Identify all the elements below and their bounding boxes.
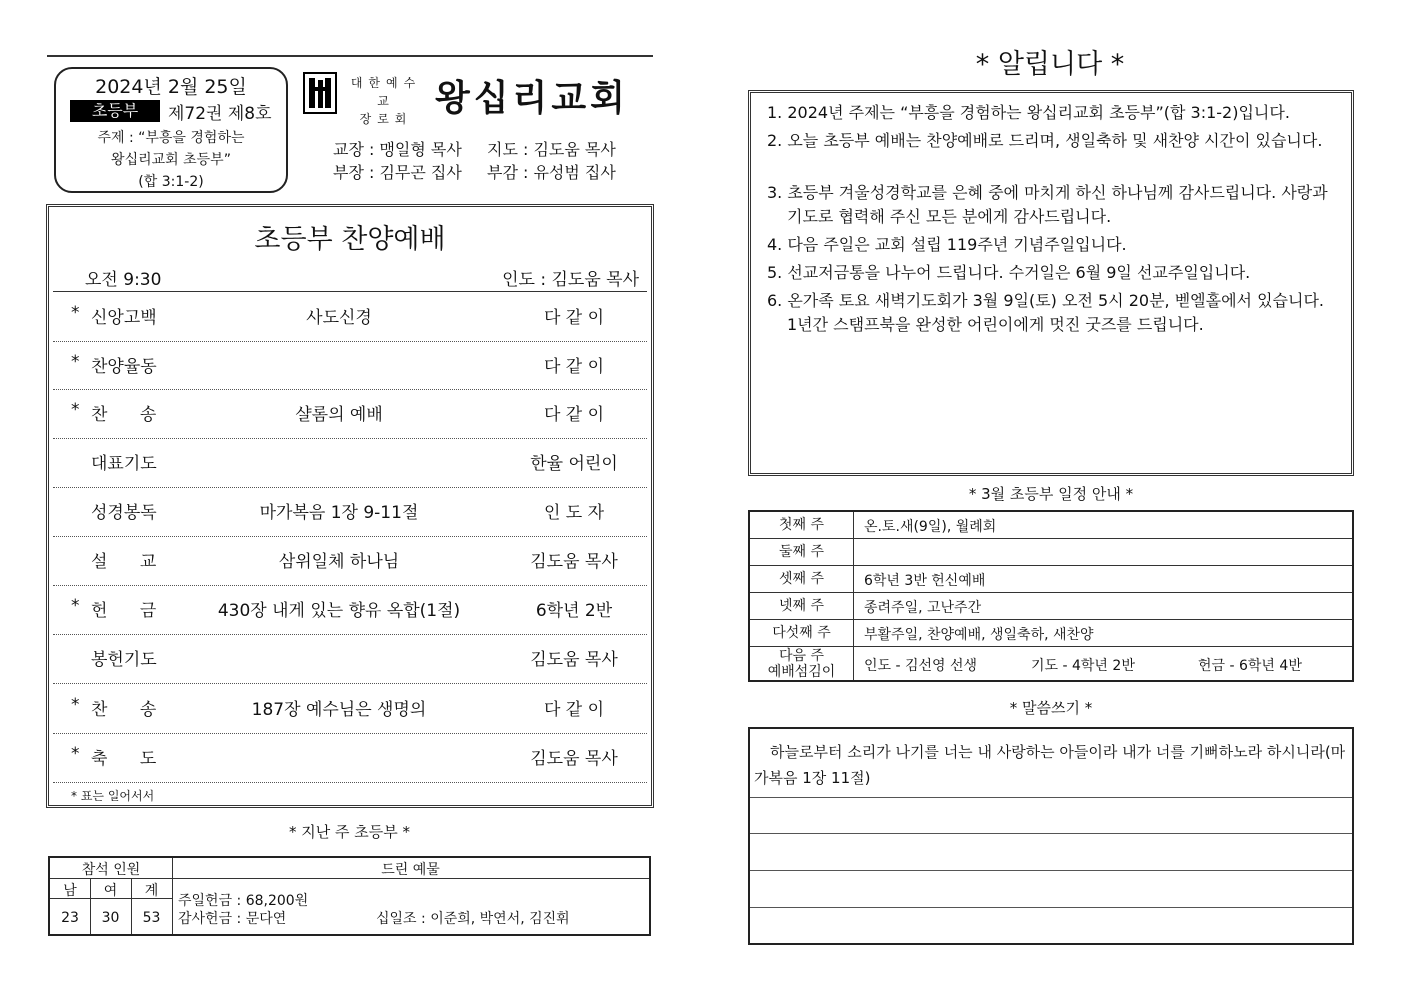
notices-title: * 알립니다 *: [975, 49, 1125, 80]
service-item-content: 187장 예수님은 생명의: [251, 700, 427, 720]
row-divider: [53, 634, 647, 635]
writing-box: [748, 727, 1354, 945]
church-logo: [303, 70, 648, 126]
next-prayer: 기도 - 4학년 2반: [1031, 658, 1135, 674]
bulletin-date: 2024년 2월 25일: [95, 76, 247, 98]
service-item-content: 사도신경: [306, 308, 372, 328]
star-mark: *: [71, 695, 80, 715]
service-item-name: 신앙고백: [91, 308, 157, 328]
staff-head: 부장 : 김무곤 집사: [333, 163, 462, 182]
male-count: 23: [61, 910, 79, 926]
total-count: 53: [142, 910, 161, 926]
theme-text: 주제 : “부흥을 경험하는 왕십리교회 초등부” (합 3:1-2): [97, 130, 245, 190]
last-week-table: [48, 856, 651, 936]
star-mark: *: [71, 596, 80, 616]
total-label: 계: [144, 883, 159, 899]
cross-icon: [303, 72, 337, 114]
sunday-offering: 주일헌금 : 68,200원: [178, 893, 309, 909]
staff-pastor: 교장 : 맹일형 목사: [333, 140, 462, 159]
denomination: 대한예수교 장로회: [350, 76, 422, 126]
service-item-content: 430장 내게 있는 향유 옥합(1절): [217, 601, 461, 621]
divider: [53, 291, 647, 292]
row-divider: [53, 782, 647, 783]
service-item-content: 마가복음 1장 9-11절: [259, 503, 419, 523]
service-item-who: 6학년 2반: [535, 601, 613, 621]
church-name: 왕십리교회: [435, 77, 629, 119]
schedule-week-value: 온.토.새(9일), 월례회: [864, 519, 997, 535]
row-divider: [53, 487, 647, 488]
service-item-name: 축 도: [91, 749, 157, 769]
service-item-name: 헌 금: [91, 601, 157, 621]
schedule-week-label: 다섯째 주: [750, 620, 854, 646]
service-item-who: 다 같 이: [543, 308, 605, 328]
date-box: [54, 67, 288, 193]
service-item-name: 설 교: [91, 552, 157, 572]
writing-title: * 말씀쓰기 *: [1009, 699, 1093, 717]
service-item-content: 샬롬의 예배: [295, 405, 383, 425]
service-item-who: 김도움 목사: [530, 749, 618, 769]
service-item-who: 다 같 이: [543, 405, 605, 425]
service-item-content: 삼위일체 하나님: [278, 552, 400, 572]
star-mark: *: [71, 352, 80, 372]
schedule-week-label: 넷째 주: [750, 593, 854, 619]
female-label: 여: [103, 883, 118, 899]
schedule-row: [750, 593, 1352, 620]
row-divider: [53, 536, 647, 537]
schedule-week-label: 셋째 주: [750, 566, 854, 592]
service-item-who: 인 도 자: [543, 503, 605, 523]
dept-badge: 초등부: [70, 100, 160, 122]
notice-item: 6. 온가족 토요 새벽기도회가 3월 9일(토) 오전 5시 20분, 벧엘홀에서 있습니다. 1년간 스탬프북을 완성한 어린이에게 멋진 굿즈를 드립니다.: [767, 291, 1324, 334]
notice-item: 4. 다음 주일은 교회 설립 119주년 기념주일입니다.: [767, 235, 1127, 254]
top-rule: [47, 55, 653, 57]
staff-director: 지도 : 김도움 목사: [487, 140, 616, 159]
service-leader: 인도 : 김도움 목사: [502, 270, 639, 290]
notice-item: 5. 선교저금통을 나누어 드립니다. 수거일은 6월 9일 선교주일입니다.: [767, 263, 1251, 282]
thanks-offering: 감사헌금 : 문다연: [178, 911, 287, 927]
volume-number: 제72권 제8호: [168, 104, 272, 124]
schedule-title: * 3월 초등부 일정 안내 *: [968, 485, 1134, 503]
schedule-row: [750, 512, 1352, 539]
service-item-name: 찬양율동: [91, 357, 157, 377]
service-item-who: 다 같 이: [543, 700, 605, 720]
service-item-who: 다 같 이: [543, 357, 605, 377]
star-mark: *: [71, 303, 80, 323]
star-mark: *: [71, 744, 80, 764]
next-offering: 헌금 - 6학년 4반: [1198, 658, 1302, 674]
offering-label: 드린 예물: [381, 862, 440, 878]
order-of-service: [46, 204, 654, 808]
row-divider: [53, 389, 647, 390]
female-count: 30: [101, 910, 120, 926]
schedule-row: [750, 620, 1352, 647]
service-item-name: 대표기도: [91, 454, 157, 474]
staff-supervisor: 부감 : 유성범 집사: [487, 163, 616, 182]
service-item-name: 봉헌기도: [91, 650, 157, 670]
service-item-name: 찬 송: [91, 700, 157, 720]
service-item-who: 한율 어린이: [530, 454, 618, 474]
schedule-week-value: 종려주일, 고난주간: [864, 600, 982, 616]
schedule-table: [748, 510, 1354, 682]
verse-text: 하늘로부터 소리가 나기를 너는 내 사랑하는 아들이라 내가 너를 기뻐하노라 하시니라(마가복음 1장 11절): [754, 743, 1346, 787]
row-divider: [53, 341, 647, 342]
row-divider: [53, 733, 647, 734]
row-divider: [53, 585, 647, 586]
notices-box: [748, 90, 1354, 476]
schedule-week-label: 둘째 주: [750, 539, 854, 565]
attendance-label: 참석 인원: [81, 862, 141, 878]
male-label: 남: [63, 883, 77, 899]
next-week-label: 다음 주 예배섬김이: [750, 647, 854, 680]
service-title: 초등부 찬양예배: [254, 224, 446, 255]
tithe: 십일조 : 이준희, 박연서, 김진휘: [376, 911, 570, 927]
notice-item: 3. 초등부 겨울성경학교를 은혜 중에 마치게 하신 하나님께 감사드립니다. 사랑과 기도로 협력해 주신 모든 분에게 감사드립니다.: [767, 183, 1328, 226]
star-mark: *: [71, 400, 80, 420]
schedule-week-value: 6학년 3반 헌신예배: [864, 573, 986, 589]
next-leader: 인도 - 김선영 선생: [864, 658, 978, 674]
notice-item: 1. 2024년 주제는 “부흥을 경험하는 왕십리교회 초등부”(합 3:1-2)입니다.: [767, 103, 1290, 122]
schedule-week-value: 부활주일, 찬양예배, 생일축하, 새찬양: [864, 627, 1094, 643]
service-item-who: 김도움 목사: [530, 552, 618, 572]
service-item-name: 찬 송: [91, 405, 157, 425]
notice-item: 2. 오늘 초등부 예배는 찬양예배로 드리며, 생일축하 및 새찬양 시간이 있습니다.: [767, 131, 1323, 150]
schedule-row: [750, 539, 1352, 566]
row-divider: [53, 683, 647, 684]
service-time: 오전 9:30: [85, 270, 162, 290]
next-week-row: [750, 647, 1352, 680]
service-item-name: 성경봉독: [91, 503, 157, 523]
standing-note: * 표는 일어서서: [71, 789, 155, 803]
service-item-who: 김도움 목사: [530, 650, 618, 670]
row-divider: [53, 438, 647, 439]
schedule-row: [750, 566, 1352, 593]
last-week-title: * 지난 주 초등부 *: [288, 823, 410, 841]
schedule-week-label: 첫째 주: [750, 512, 854, 538]
